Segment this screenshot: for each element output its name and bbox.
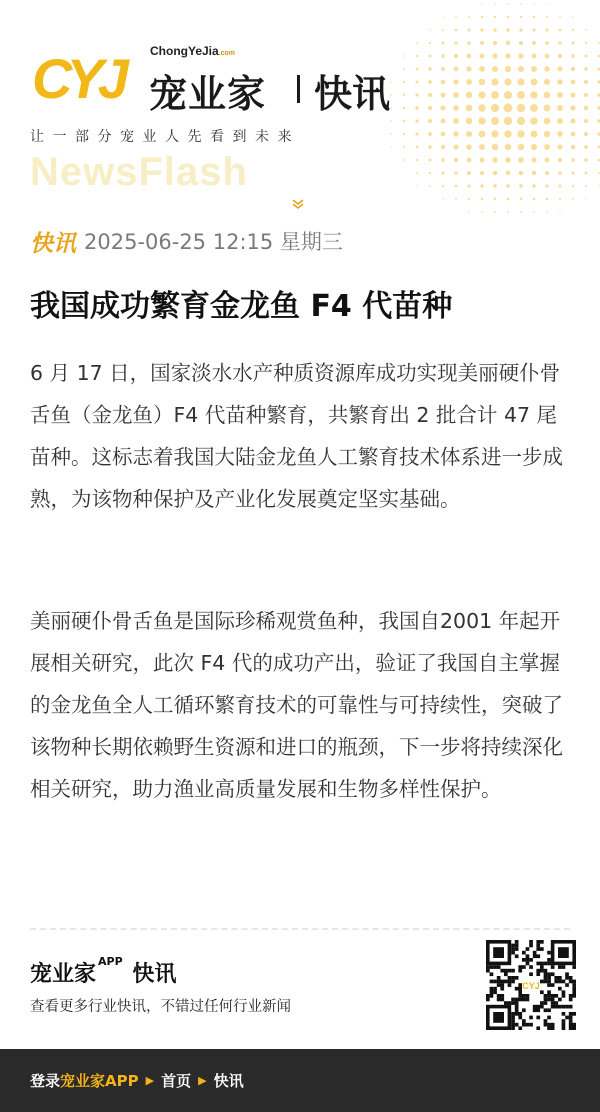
svg-text:CYJ: CYJ — [32, 47, 123, 106]
qr-code-icon[interactable] — [486, 940, 576, 1030]
section-name: 快讯 — [314, 72, 391, 116]
app-link[interactable]: 宠业家APP — [60, 1072, 139, 1090]
article-title: 我国成功繁育金龙鱼 F4 代苗种 — [30, 289, 453, 324]
arrow-right-icon: ▶ — [198, 1074, 207, 1087]
brand-name: 宠业家 — [149, 72, 267, 116]
chevron-down-icon — [291, 198, 305, 210]
publish-datetime: 2025-06-25 12:15 星期三 — [84, 230, 343, 254]
article-paragraph: 美丽硬仆骨舌鱼是国际珍稀观赏鱼种，我国自2001 年起开展相关研究，此次 F4 代的成功产出，验证了我国自主掌握的金龙鱼全人工循环繁育技术的可靠性与可持续性，突破了该物种长期依赖野生资源和进口的瓶颈，下一步将持续深化相关研究，助力渔业高质量发展和生物多样性保护。 — [30, 609, 563, 801]
bottom-nav-bar — [0, 1049, 600, 1112]
cyj-logo-icon — [30, 46, 142, 106]
slogan: 让一部分宠业人先看到未来 — [30, 129, 300, 145]
footer-subtitle: 查看更多行业快讯，不错过任何行业新闻 — [30, 999, 291, 1015]
login-label: 登录 — [30, 1072, 61, 1090]
svg-text:CYJ: CYJ — [522, 981, 540, 991]
newsflash-watermark: NewsFlash — [30, 150, 248, 194]
home-link[interactable]: 首页 — [161, 1072, 192, 1090]
site-domain: ChongYeJia.com — [150, 44, 236, 58]
article-meta — [30, 225, 343, 257]
footer-divider — [30, 928, 570, 930]
footer-brand: 宠业家$^{APP}$ 快讯 — [30, 955, 177, 987]
article-paragraph: 6 月 17 日，国家淡水水产种质资源库成功实现美丽硬仆骨舌鱼（金龙鱼）F4 代苗种繁育，共繁育出 2 批合计 47 尾苗种。这标志着我国大陆金龙鱼人工繁育技术体系进一步成熟，为该物种保护及产业化发展奠定坚实基础。 — [30, 361, 563, 511]
header — [0, 0, 600, 230]
arrow-right-icon: ▶ — [145, 1074, 155, 1087]
current-section: 快讯 — [213, 1072, 244, 1090]
brand-separator — [297, 75, 300, 103]
news-tag: 快讯 — [30, 230, 76, 257]
